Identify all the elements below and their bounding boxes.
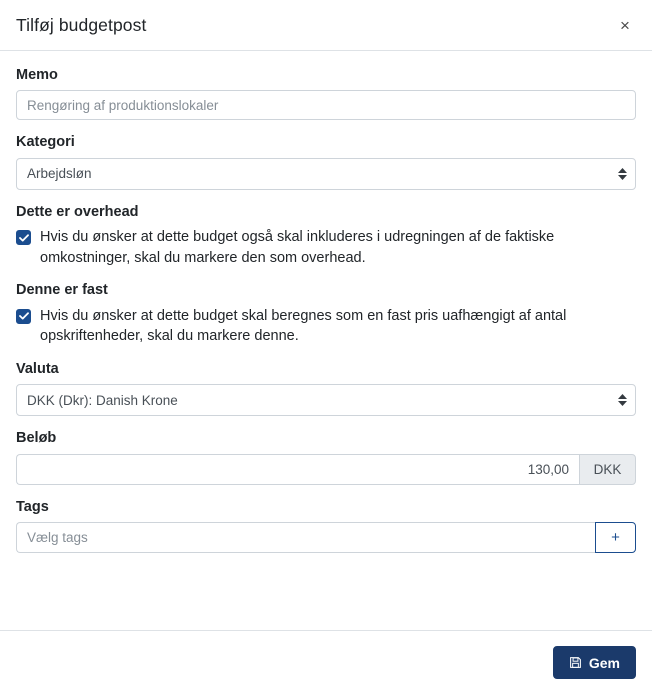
close-icon[interactable]: × xyxy=(614,14,636,36)
tags-label: Tags xyxy=(16,498,49,515)
valuta-label: Valuta xyxy=(16,360,59,377)
field-fast xyxy=(16,282,636,347)
tags-input[interactable] xyxy=(16,522,595,553)
fast-label: Denne er fast xyxy=(16,282,108,299)
overhead-label: Dette er overhead xyxy=(16,203,139,220)
currency-addon: DKK xyxy=(579,454,636,485)
modal-body xyxy=(0,51,652,630)
overhead-check-row xyxy=(16,227,636,268)
field-belob xyxy=(16,430,636,484)
valuta-select[interactable] xyxy=(16,384,636,416)
field-tags xyxy=(16,499,636,553)
field-memo xyxy=(16,67,636,120)
belob-label: Beløb xyxy=(16,430,57,447)
save-button[interactable] xyxy=(553,646,636,679)
modal-footer xyxy=(0,630,652,694)
tags-input-group xyxy=(16,522,636,553)
field-overhead xyxy=(16,204,636,269)
fast-check-row xyxy=(16,306,636,347)
belob-input[interactable] xyxy=(16,454,579,485)
save-button-label: Gem xyxy=(588,654,620,671)
kategori-select[interactable] xyxy=(16,158,636,190)
page-title: Tilføj budgetpost xyxy=(16,14,147,35)
overhead-checkbox[interactable] xyxy=(16,230,31,245)
kategori-select-wrapper xyxy=(16,158,636,190)
field-kategori xyxy=(16,134,636,189)
fast-checkbox[interactable] xyxy=(16,309,31,324)
fast-description: Hvis du ønsker at dette budget skal beregnes som en fast pris uafhængigt af antal opskriftenheder, skal du markere denne. xyxy=(40,307,567,345)
save-icon xyxy=(569,656,582,669)
kategori-label: Kategori xyxy=(16,134,75,151)
belob-input-group xyxy=(16,454,636,485)
memo-input[interactable] xyxy=(16,90,636,120)
modal-header xyxy=(0,0,652,51)
overhead-description: Hvis du ønsker at dette budget også skal inkluderes i udregningen af de faktiske omkostninger, skal du markere den som overhead. xyxy=(40,229,555,266)
valuta-select-wrapper xyxy=(16,384,636,416)
field-valuta xyxy=(16,361,636,416)
add-tag-button[interactable]: + xyxy=(595,522,636,553)
memo-label: Memo xyxy=(16,67,58,83)
